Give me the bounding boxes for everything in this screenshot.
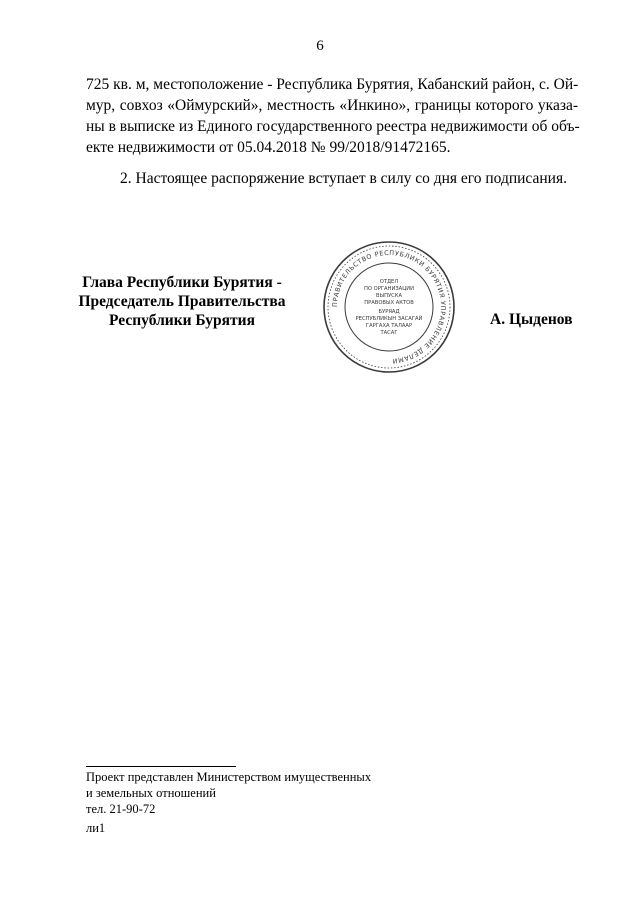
page-number: 6 — [316, 38, 324, 54]
paragraph-land-plot — [86, 74, 578, 158]
seal-ring-text: ПРАВИТЕЛЬСТВО РЕСПУБЛИКИ БУРЯТИЯ УПРАВЛЕНИЕ ДЕЛАМИ — [330, 248, 448, 365]
footer-note-line: Проект представлен Министерством имущественных — [86, 770, 372, 784]
seal-center-line: ТАСАГ — [380, 330, 398, 336]
paragraph-line: ны в выписке из Единого государственного реестра недвижимости об объ- — [86, 118, 580, 135]
signer-title-line: Председатель Правительства — [78, 293, 286, 310]
signer-title-line: Глава Республики Бурятия - — [82, 274, 282, 291]
seal-center-line: РЕСПУБЛИКЫН ЗАСАГАЙ — [355, 316, 423, 322]
seal-center-line: ПРАВОВЫХ АКТОВ — [364, 300, 414, 306]
signer-title-line: Республики Бурятия — [109, 312, 255, 329]
official-seal — [322, 240, 456, 374]
seal-outer-ring — [324, 242, 454, 372]
seal-center-line: БУРЯАД — [378, 309, 400, 315]
paragraph-line: мур, совхоз «Оймурский», местность «Инкино», границы которого указа- — [86, 97, 578, 114]
signer-title — [70, 273, 294, 330]
seal-center-line: ГАРГАХА ТАЛААР — [365, 323, 413, 329]
paragraph-line: 725 кв. м, местоположение - Республика Бурятия, Кабанский район, с. Ой- — [86, 76, 579, 93]
paragraph-effective-date: 2. Настоящее распоряжение вступает в силу со дня его подписания. — [120, 170, 567, 187]
footer-divider — [86, 766, 236, 767]
seal-center-line: ПО ОРГАНИЗАЦИИ — [363, 286, 415, 292]
document-code: ли1 — [86, 821, 106, 835]
paragraph-line: екте недвижимости от 05.04.2018 № 99/2018/91472165. — [86, 139, 451, 156]
seal-inner-ring — [345, 263, 433, 351]
footer-note-line: и земельных отношений — [86, 786, 216, 800]
footer-note-line: тел. 21-90-72 — [86, 802, 156, 816]
signer-name: А. Цыденов — [490, 311, 573, 328]
seal-center-line: ВЫПУСКА — [375, 293, 403, 299]
footer-note — [86, 769, 371, 817]
seal-dotted-ring — [328, 246, 450, 368]
seal-center-line: ОТДЕЛ — [379, 279, 399, 285]
